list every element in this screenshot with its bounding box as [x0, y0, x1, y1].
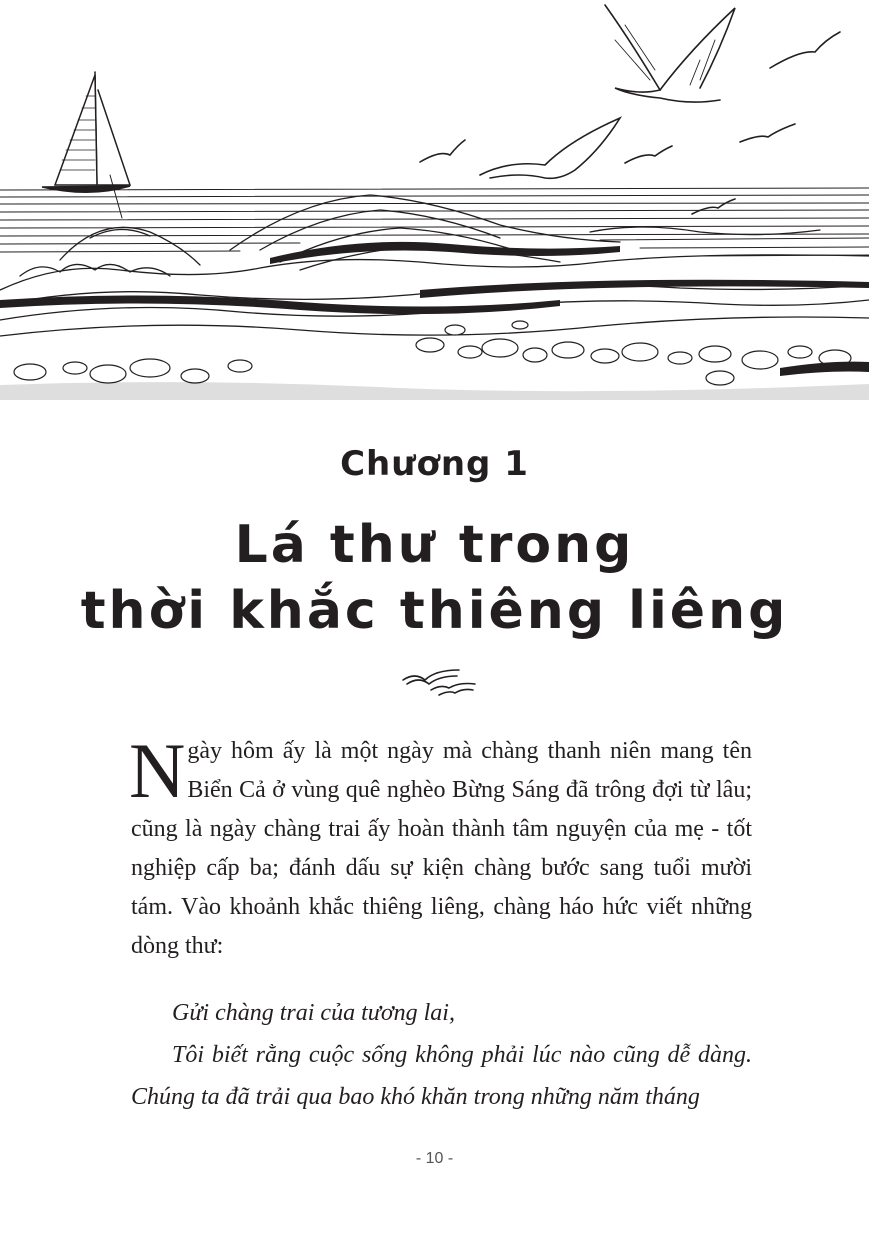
wave-shadow: [0, 242, 869, 314]
seagull-ornament-icon: [401, 668, 477, 698]
seagulls: [420, 5, 840, 214]
waves: [0, 195, 869, 336]
chapter-title-line-1: Lá thư trong: [234, 515, 635, 575]
chapter-label: Chương 1: [340, 444, 529, 484]
sea-illustration: [0, 0, 869, 400]
letter-greeting: Gửi chàng trai của tương lai,: [172, 1000, 455, 1026]
paragraph-text: gày hôm ấy là một ngày mà chàng thanh niên mang tên Biển Cả ở vùng quê nghèo Bừng Sáng đã trông đợi từ lâu; cũng là ngày chàng trai ấy hoàn thành tâm nguyện của mẹ - tốt nghiệp cấp ba; đánh dấu sự kiện chàng bước sang tuổi mười tám. Vào khoảnh khắc thiêng liêng, chàng háo hức viết những dòng thư:: [131, 738, 752, 959]
chapter-title: [0, 512, 869, 644]
body-paragraph: [129, 727, 752, 966]
chapter-title-line-2: thời khắc thiêng liêng: [80, 581, 789, 641]
sailboat: [42, 72, 130, 218]
pebbles: [14, 321, 851, 385]
letter-excerpt: [131, 992, 752, 1118]
dropcap: N: [129, 727, 186, 814]
letter-line: Tôi biết rằng cuộc sống không phải lúc nào cũng dễ dàng. Chúng ta đã trải qua bao khó khăn trong những năm tháng: [131, 1042, 752, 1110]
page-number: - 10 -: [415, 1150, 454, 1167]
